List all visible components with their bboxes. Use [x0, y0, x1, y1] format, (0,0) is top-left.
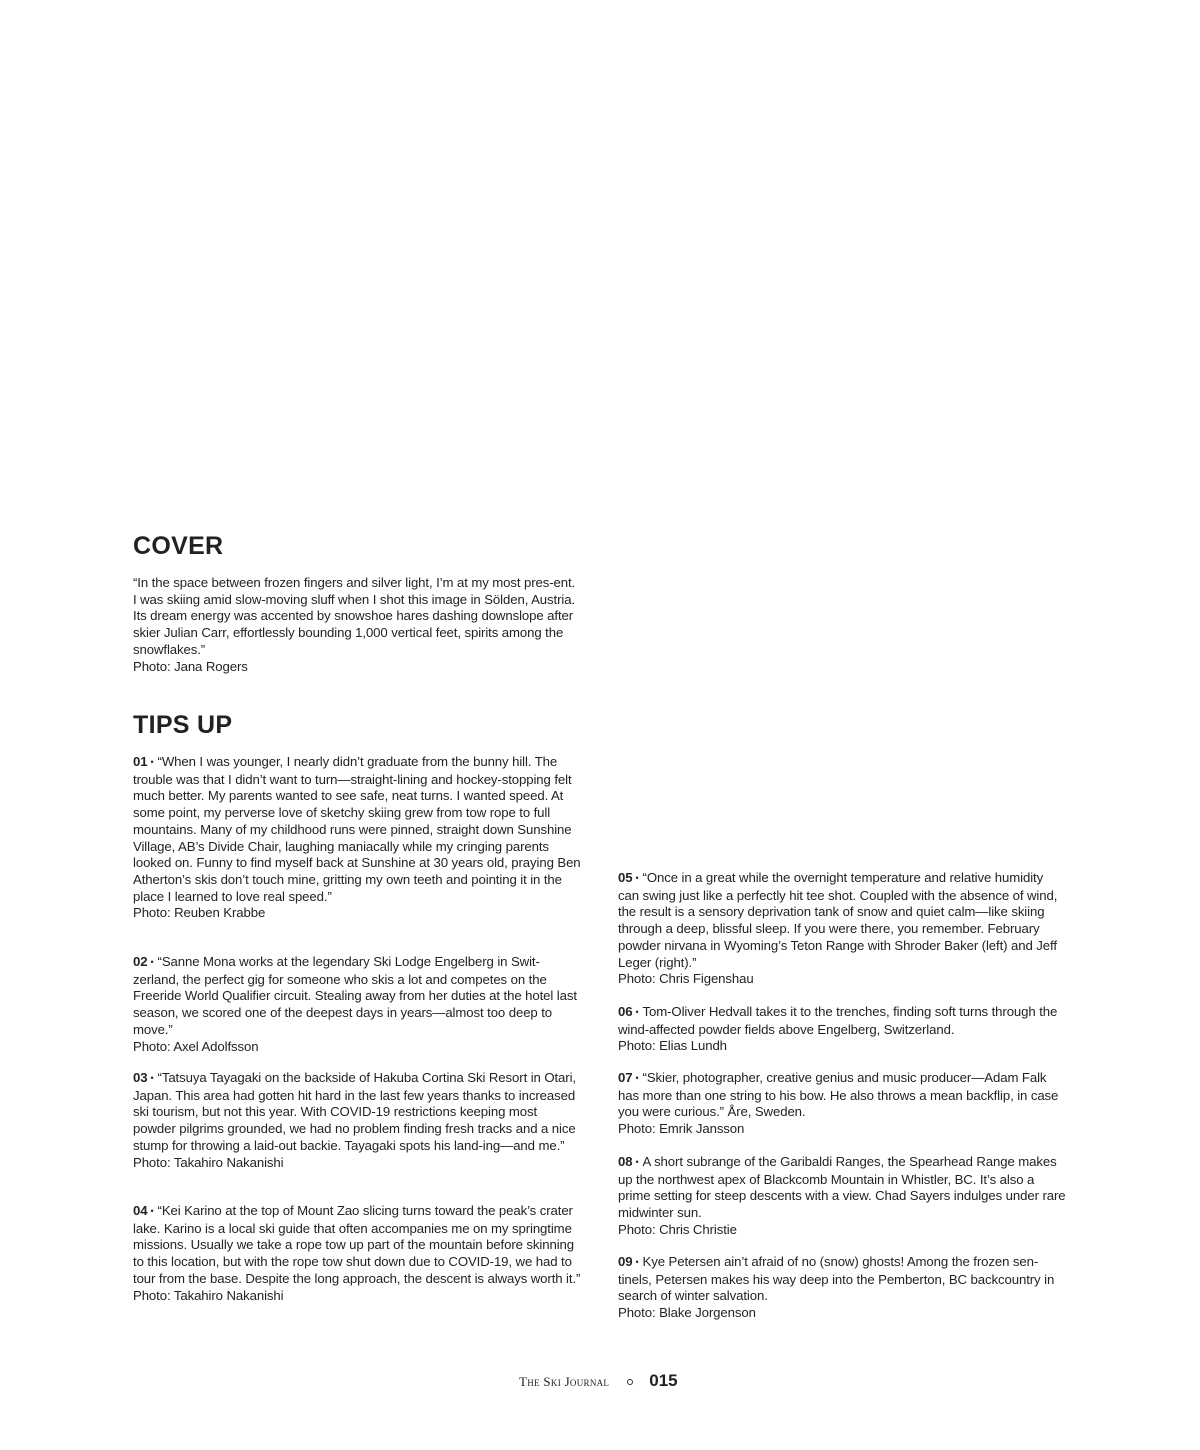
caption-09	[618, 1254, 1066, 1322]
caption-text: Kye Petersen ain’t afraid of no (snow) ghosts! Among the frozen sen-tinels, Petersen makes his way deep into the Pemberton, BC backcountry in search of winter salvation.	[618, 1254, 1055, 1304]
cover-caption	[133, 575, 580, 675]
caption-number: 09	[618, 1254, 633, 1269]
page-number: 015	[649, 1371, 678, 1390]
bullet-icon: •	[635, 873, 639, 883]
photo-credit: Photo: Blake Jorgenson	[618, 1305, 756, 1321]
photo-credit: Photo: Reuben Krabbe	[133, 905, 266, 921]
caption-text: “Sanne Mona works at the legendary Ski Lodge Engelberg in Swit-zerland, the perfect gig for someone who skis a lot and competes on the Freeride World Qualifier circuit. Stealing away from her duties at the hotel last season, we scored one of the deepest days in years—almost too deep to move.”	[133, 954, 577, 1037]
photo-credit: Photo: Chris Christie	[618, 1221, 737, 1237]
caption-text: “When I was younger, I nearly didn’t graduate from the bunny hill. The trouble was that I didn’t want to turn—straight-lining and hockey-stopping felt much better. My parents wanted to see safe, neat turns. I wanted speed. At some point, my perverse love of sketchy skiing grew from tow rope to full mountains. Many of my childhood runs were pinned, straight down Sunshine Village, AB’s Divide Chair, laughing maniacally while my cringing parents looked on. Funny to find myself back at Sunshine at 30 years old, praying Ben Atherton’s skis don’t touch mine, gritting my own teeth and pointing it in the place I learned to love real speed.”	[133, 754, 581, 904]
caption-01	[133, 754, 581, 922]
bullet-icon: •	[635, 1073, 639, 1083]
photo-credit: Photo: Takahiro Nakanishi	[133, 1154, 284, 1170]
caption-03	[133, 1070, 581, 1171]
photo-credit: Photo: Takahiro Nakanishi	[133, 1287, 284, 1303]
bullet-icon: •	[635, 1257, 639, 1267]
caption-text: “Tatsuya Tayagaki on the backside of Hakuba Cortina Ski Resort in Otari, Japan. This area had gotten hit hard in the last few years thanks to increased ski tourism, but not this year. With COVID-19 restrictions keeping most powder pilgrims grounded, we had no problem finding fresh tracks and a nice stump for throwing a laid-out backie. Tayagaki spots his land-ing—and me.”	[133, 1070, 576, 1153]
page-footer	[519, 1371, 678, 1391]
caption-number: 02	[133, 954, 148, 969]
caption-text: “Kei Karino at the top of Mount Zao slicing turns toward the peak’s crater lake. Karino is a local ski guide that often accompanies me on my springtime missions. Usually we take a rope tow up part of the mountain before skinning to this location, but with the rope tow shut down due to COVID-19, we had to tour from the base. Despite the long approach, the descent is always worth it.”	[133, 1203, 581, 1286]
caption-06	[618, 1004, 1066, 1055]
cover-text: “In the space between frozen fingers and silver light, I’m at my most pres-ent. I was skiing amid slow-moving sluff when I shot this image in Sölden, Austria. Its dream energy was accented by snowshoe hares dashing downslope after skier Julian Carr, effortlessly bounding 1,000 vertical feet, spirits among the snowflakes.”	[133, 575, 576, 657]
bullet-icon: •	[635, 1007, 639, 1017]
caption-text: “Once in a great while the overnight temperature and relative humidity can swing just like a perfectly hit tee shot. Coupled with the absence of wind, the result is a sensory deprivation tank of snow and quiet calm—like skiing through a deep, blissful sleep. If you were there, you remember. February powder nirvana in Wyoming’s Teton Range with Shroder Baker (left) and Jeff Leger (right).”	[618, 870, 1058, 970]
circle-icon	[627, 1379, 633, 1385]
photo-credit: Photo: Axel Adolfsson	[133, 1038, 259, 1054]
caption-05	[618, 870, 1066, 988]
caption-04	[133, 1203, 581, 1304]
caption-number: 03	[133, 1070, 148, 1085]
caption-number: 06	[618, 1004, 633, 1019]
photo-credit: Photo: Elias Lundh	[618, 1038, 727, 1054]
caption-text: “Skier, photographer, creative genius and music producer—Adam Falk has more than one string to his bow. He also throws a mean backflip, in case you were curious.” Åre, Sweden.	[618, 1070, 1059, 1120]
bullet-icon: •	[150, 957, 154, 967]
caption-number: 01	[133, 754, 148, 769]
caption-number: 07	[618, 1070, 633, 1085]
cover-credit: Photo: Jana Rogers	[133, 658, 248, 674]
caption-08	[618, 1154, 1066, 1239]
cover-heading: COVER	[133, 532, 224, 560]
journal-name: The Ski Journal	[519, 1374, 610, 1389]
photo-credit: Photo: Emrik Jansson	[618, 1121, 745, 1137]
caption-07	[618, 1070, 1066, 1138]
caption-number: 08	[618, 1154, 633, 1169]
bullet-icon: •	[150, 757, 154, 767]
tips-up-heading: TIPS UP	[133, 711, 233, 739]
caption-text: A short subrange of the Garibaldi Ranges, the Spearhead Range makes up the northwest apex of Blackcomb Mountain in Whistler, BC. It’s also a prime setting for steep descents with a view. Chad Sayers indulges under rare midwinter sun.	[618, 1154, 1066, 1221]
bullet-icon: •	[150, 1206, 154, 1216]
photo-credit: Photo: Chris Figenshau	[618, 971, 754, 987]
bullet-icon: •	[150, 1073, 154, 1083]
caption-text: Tom-Oliver Hedvall takes it to the trenches, finding soft turns through the wind-affected powder fields above Engelberg, Switzerland.	[618, 1004, 1058, 1037]
caption-number: 05	[618, 870, 633, 885]
caption-02	[133, 954, 581, 1055]
caption-number: 04	[133, 1203, 148, 1218]
bullet-icon: •	[635, 1157, 639, 1167]
